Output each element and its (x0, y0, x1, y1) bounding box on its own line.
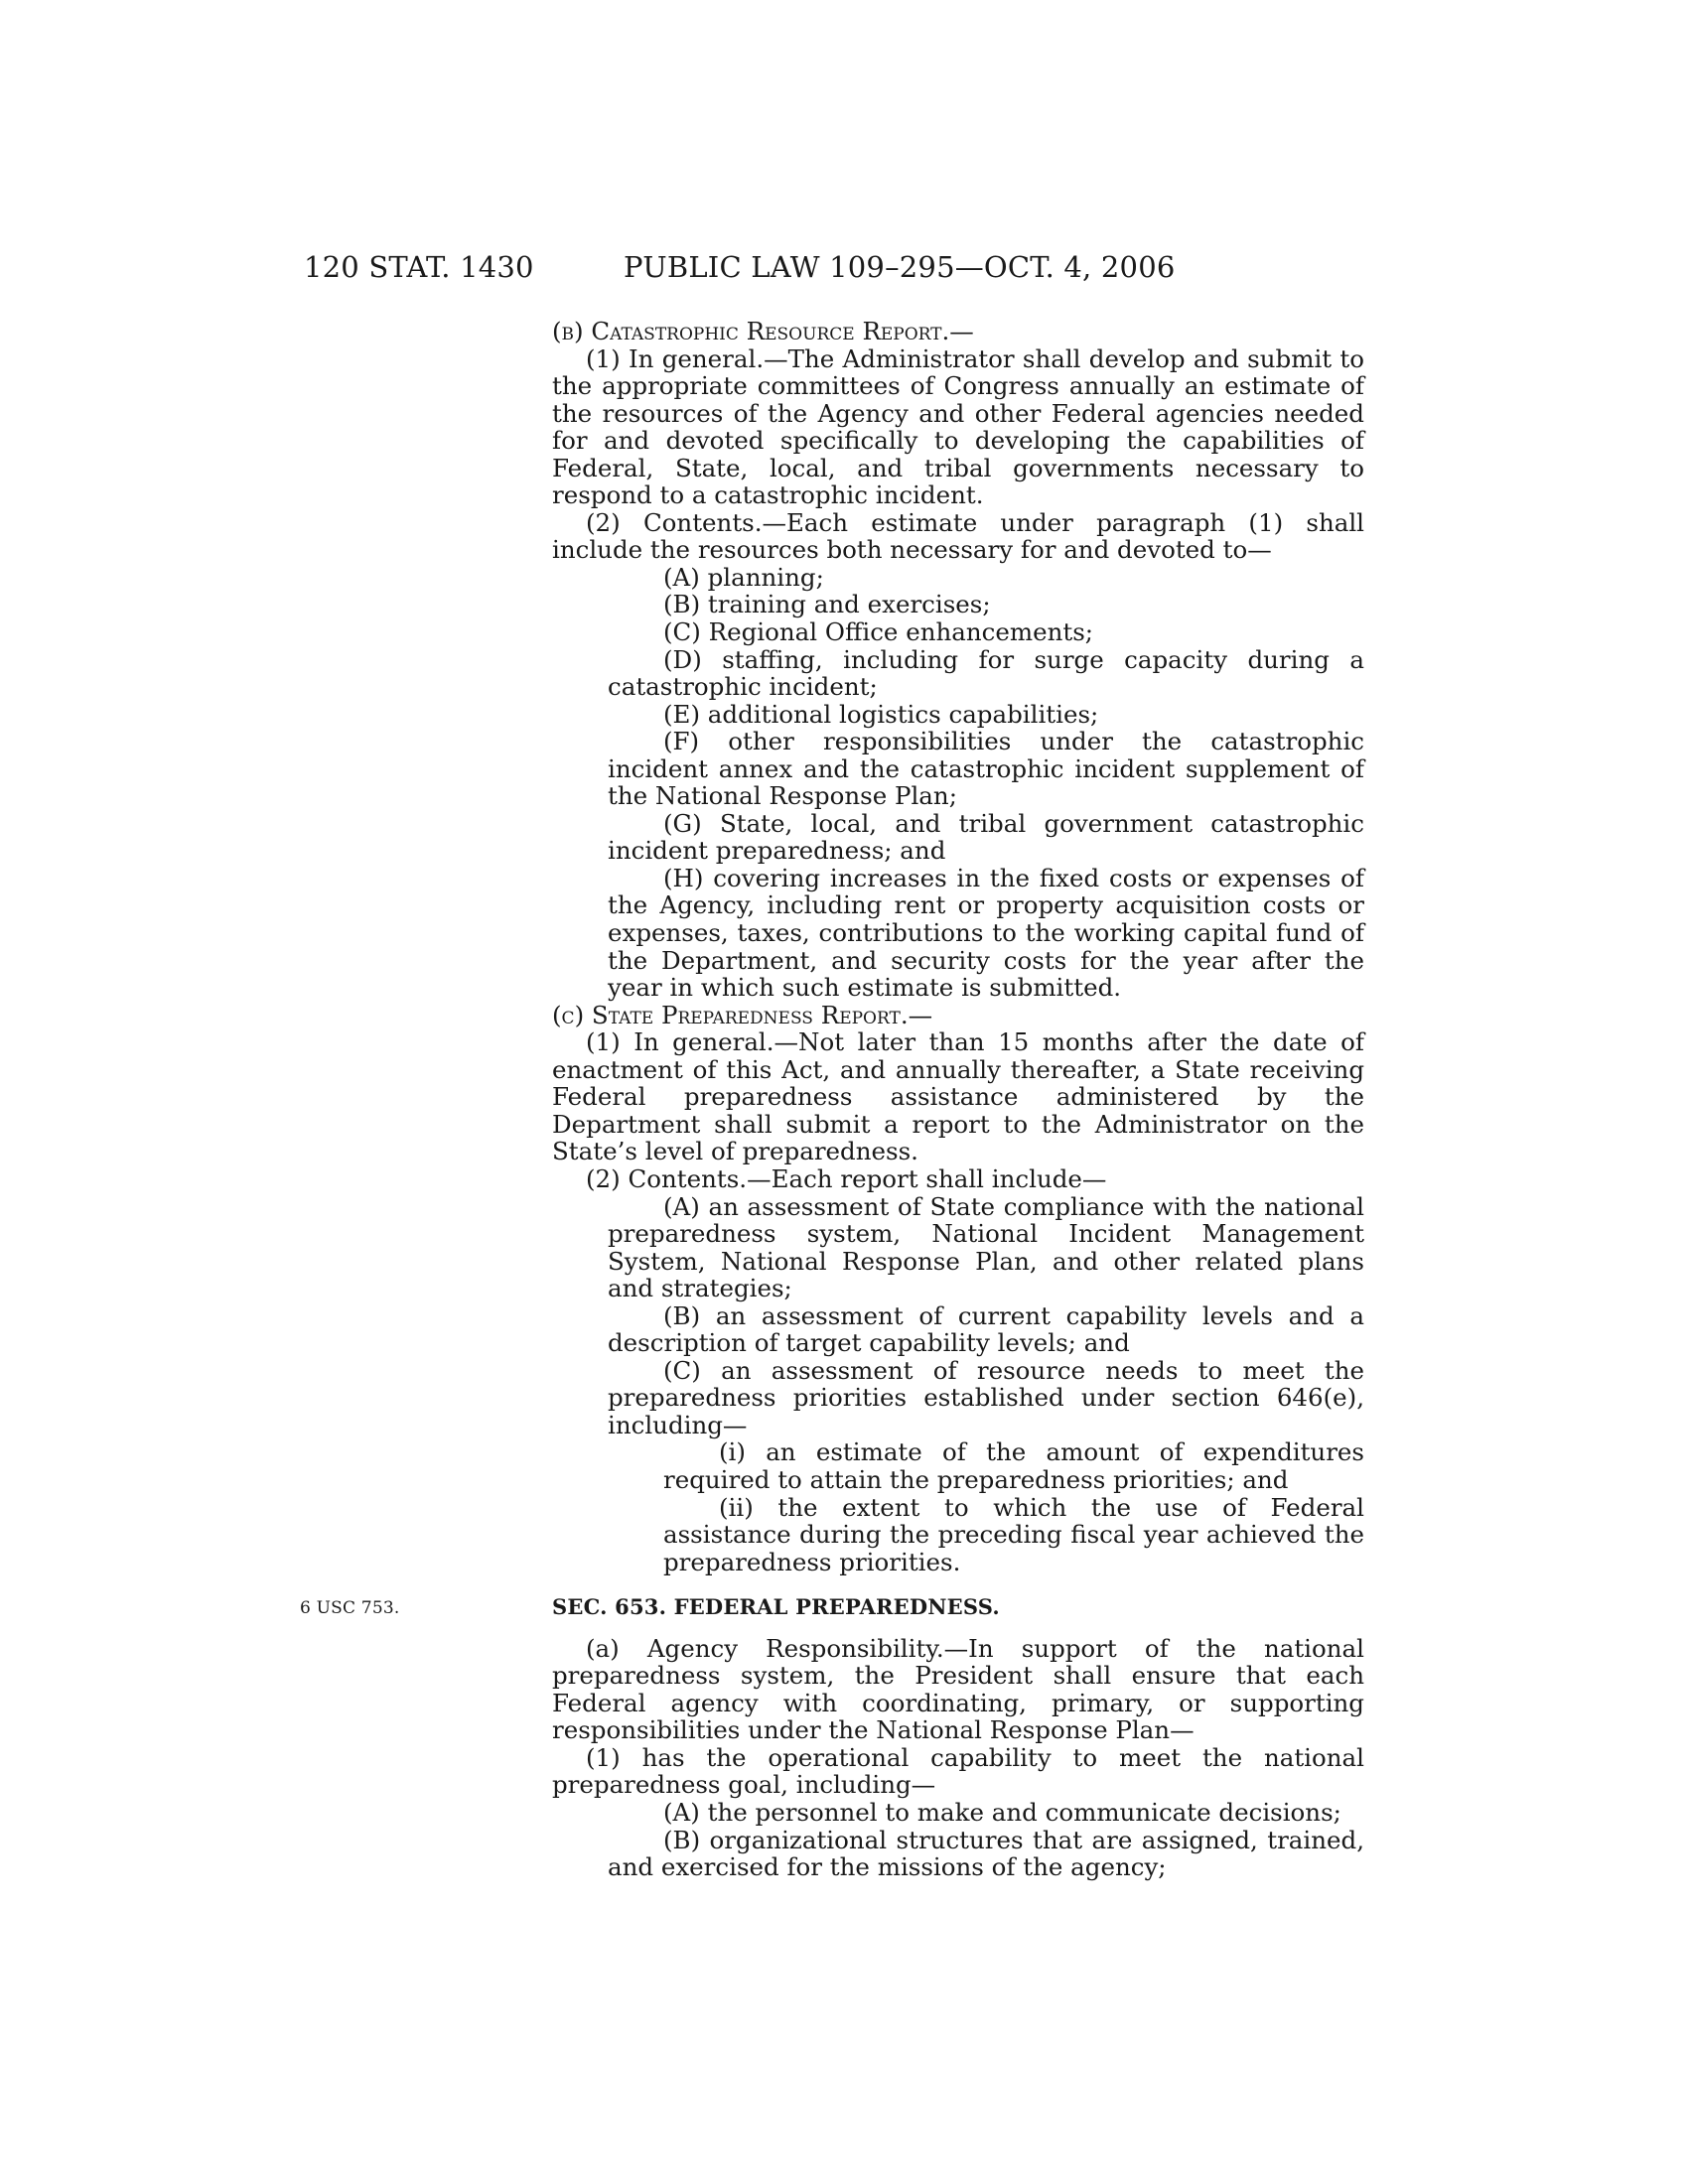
item-c2-b: (B) an assessment of current capability levels and a description of target capability levels; and (608, 1300, 1364, 1358)
paragraph-c1: (1) In general.—Not later than 15 months after the date of enactment of this Act, and annually thereafter, a State receiving Federal preparedness assistance administered by the Department shall submit a report to the Administrator on the State’s level of preparedness. (552, 1027, 1364, 1166)
paragraph-a1: (1) has the operational capability to meet the national preparedness goal, including— (552, 1742, 1364, 1800)
item-b2-b: (B) training and exercises; (663, 590, 991, 619)
page-stat-reference: 120 STAT. 1430 (304, 250, 534, 284)
item-c2-a: (A) an assessment of State compliance with the national preparedness system, National Incident Management System, National Response Plan, and other related plans and strategies; (608, 1191, 1364, 1303)
usc-margin-note: 6 USC 753. (300, 1598, 400, 1619)
clause-c2-c-ii: (ii) the extent to which the use of Federal assistance during the preceding fiscal year achieved the preparedness priorities. (663, 1492, 1364, 1576)
item-b2-f: (F) other responsibilities under the catastrophic incident annex and the catastrophic incident supplement of the National Response Plan; (608, 727, 1364, 811)
clause-c2-c-i: (i) an estimate of the amount of expenditures required to attain the preparedness priorities; and (663, 1437, 1364, 1494)
item-b2-d: (D) staffing, including for surge capacity during a catastrophic incident; (608, 644, 1364, 702)
section-653-heading-block (300, 1593, 1364, 1621)
public-law-header: PUBLIC LAW 109–295—OCT. 4, 2006 (624, 250, 1176, 284)
item-b2-h: (H) covering increases in the fixed costs or expenses of the Agency, including rent or property acquisition costs or expenses, taxes, contributions to the working capital fund of the Department, and security costs for the year after the year in which such estimate is submitted. (608, 863, 1364, 1003)
paragraph-b2: (2) Contents.—Each estimate under paragraph (1) shall include the resources both necessary for and devoted to— (552, 507, 1364, 565)
item-a1-a: (A) the personnel to make and communicate decisions; (663, 1797, 1341, 1827)
paragraph-c2: (2) Contents.—Each report shall include— (586, 1163, 1107, 1193)
item-a1-b: (B) organizational structures that are assigned, trained, and exercised for the missions of the agency; (608, 1825, 1364, 1882)
item-b2-c: (C) Regional Office enhancements; (663, 617, 1094, 647)
statute-text (300, 317, 1364, 1882)
paragraph-b1: (1) In general.—The Administrator shall develop and submit to the appropriate committees of Congress annually an estimate of the resources of the Agency and other Federal agencies needed for and devoted specifically to developing the capabilities of Federal, State, local, and tribal governments necessary to respond to a catastrophic incident. (552, 343, 1364, 510)
subsection-c-heading: (c) State Preparedness Report.— (552, 1000, 933, 1029)
item-c2-c: (C) an assessment of resource needs to meet the preparedness priorities established under section 646(e), including— (608, 1355, 1364, 1439)
subsection-b-heading: (b) Catastrophic Resource Report.— (552, 317, 974, 345)
item-b2-a: (A) planning; (663, 562, 824, 592)
subsection-a: (a) Agency Responsibility.—In support of the national preparedness system, the President shall ensure that each Federal agency with coordinating, primary, or supporting responsibilities under the National Response Plan— (552, 1633, 1364, 1745)
section-heading: SEC. 653. FEDERAL PREPAREDNESS. (552, 1594, 1000, 1620)
item-b2-g: (G) State, local, and tribal government catastrophic incident preparedness; and (608, 808, 1364, 866)
item-b2-e: (E) additional logistics capabilities; (663, 699, 1099, 729)
